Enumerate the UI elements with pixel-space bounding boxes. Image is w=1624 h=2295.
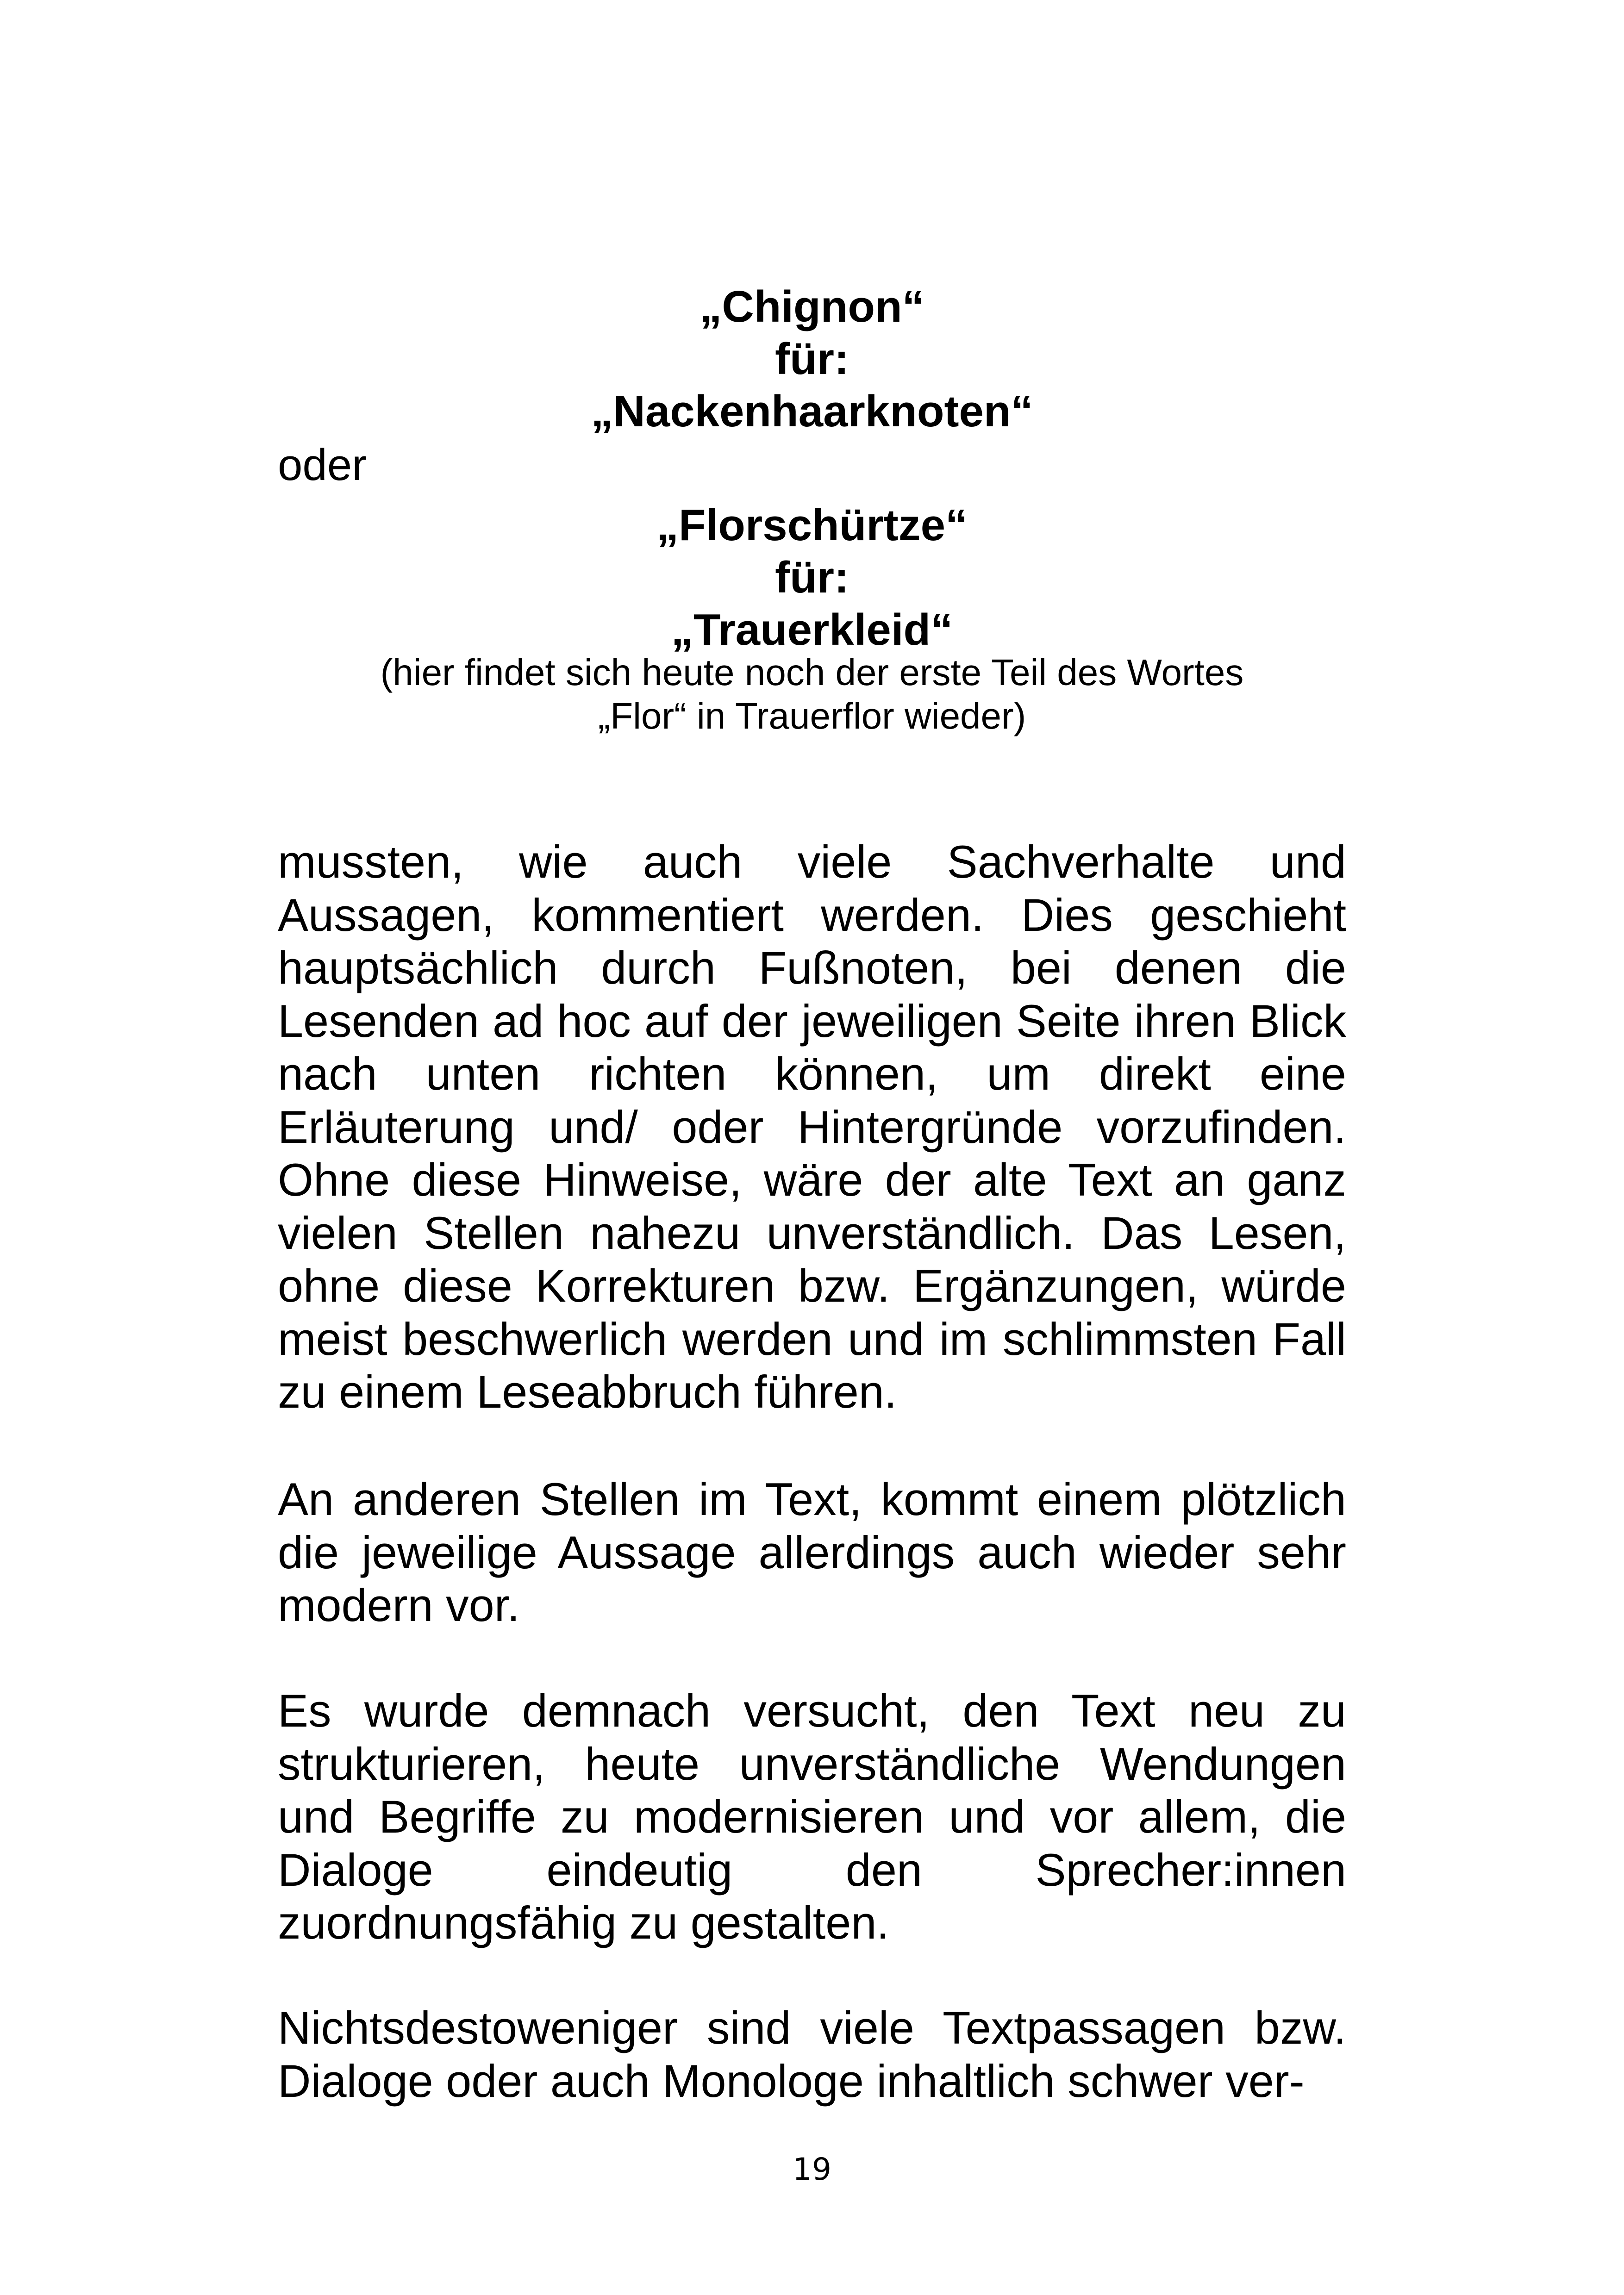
heading-fuer-1: für: [775, 334, 849, 384]
connector-oder: oder [278, 440, 367, 490]
body-paragraph-1: mussten, wie auch viele Sachverhalte und Aussagen, kommentiert werden. Dies geschieht hauptsächlich durch Fußnoten, bei denen die Lesenden ad hoc auf der jeweiligen Seite ihren Blick nach unten richten können, um direkt eine Erläuterung und/ oder Hintergründe vorzufinden. Ohne diese Hinweise, wäre der alte Text an ganz vielen Stellen nahezu unverständlich. Das Lesen, ohne diese Korrekturen bzw. Ergänzungen, würde meist beschwerlich werden und im schlimmsten Fall zu einem Leseabbruch führen. [278, 836, 1346, 1417]
heading-fuer-2: für: [775, 553, 849, 602]
heading-nackenhaarknoten: „Nackenhaarknoten“ [591, 387, 1033, 436]
explanatory-note [278, 651, 1346, 738]
body-paragraph-4: Nichtsdestoweniger sind viele Textpassagen bzw. Dialoge oder auch Monologe inhaltlich schwer ver- [278, 2002, 1346, 2107]
heading-block-florschuertze [278, 499, 1346, 656]
heading-chignon: „Chignon“ [700, 282, 924, 331]
page-number: 19 [793, 2152, 831, 2187]
heading-trauerkleid: „Trauerkleid“ [671, 605, 953, 655]
heading-florschuertze: „Florschürtze“ [656, 500, 968, 550]
note-line-1: (hier findet sich heute noch der erste Teil des Wortes [380, 652, 1244, 693]
note-line-2: „Flor“ in Trauerflor wieder) [598, 695, 1026, 736]
heading-block-chignon [278, 281, 1346, 437]
body-paragraph-2: An anderen Stellen im Text, kommt einem plötzlich die jeweilige Aussage allerdings auch wieder sehr modern vor. [278, 1473, 1346, 1631]
body-paragraph-3: Es wurde demnach versucht, den Text neu zu strukturieren, heute unverständliche Wendungen und Begriffe zu modernisieren und vor allem, die Dialoge eindeutig den Sprecher:innen zuordnungsfähig zu gestalten. [278, 1685, 1346, 1948]
